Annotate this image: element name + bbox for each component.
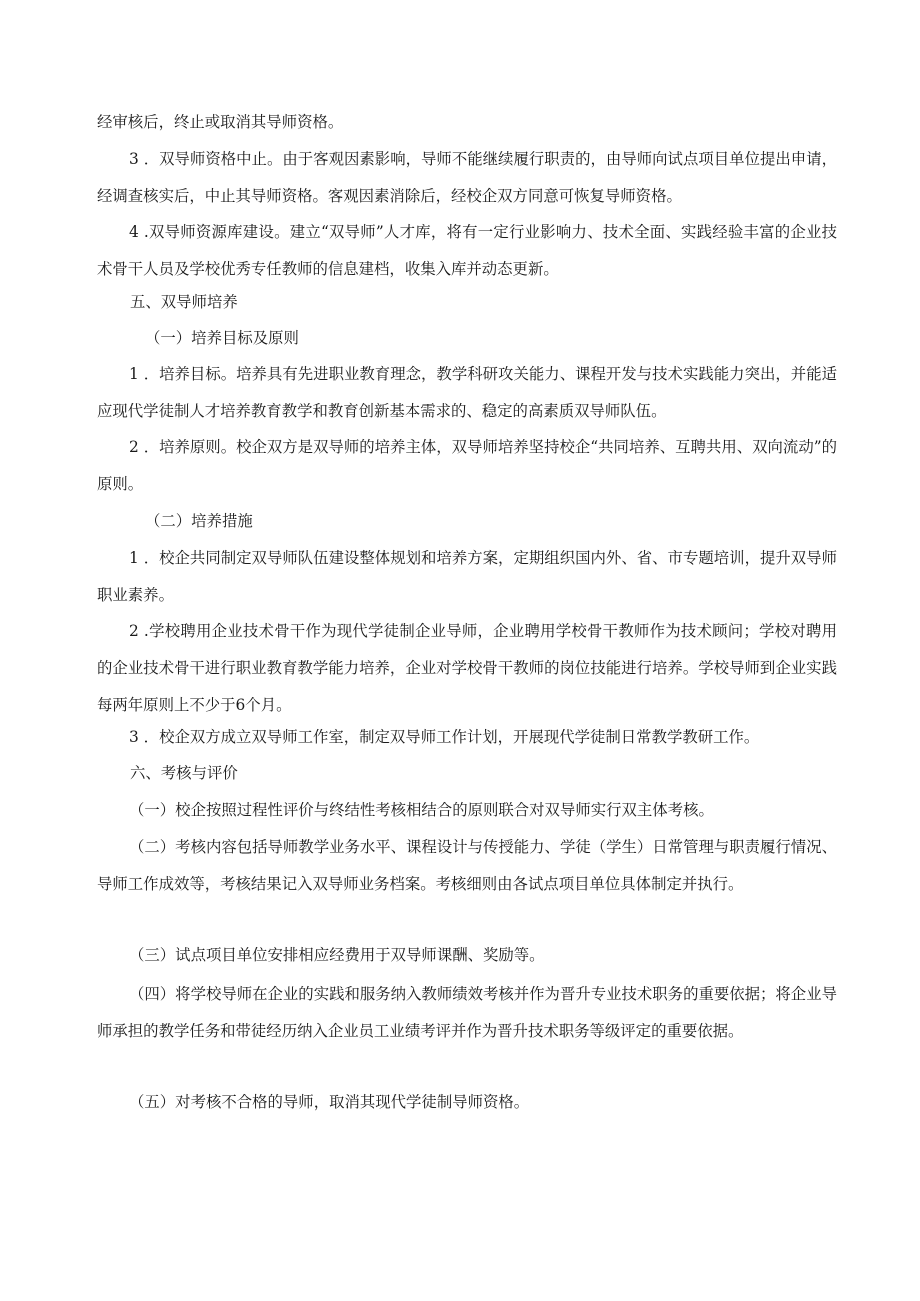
paragraph-assessment-3: （三）试点项目单位安排相应经费用于双导师课酬、奖励等。 (129, 946, 545, 964)
paragraph-measure-2: 2 .学校聘用企业技术骨干作为现代学徒制企业导师，企业聘用学校骨干教师作为技术顾问；学校对聘用的企业技术骨干进行职业教育教学能力培养，企业对学校骨干教师的岗位技能进行培养。学校导师到企业实践每两年原则上不少于6个月。 (97, 622, 837, 714)
subheading-goals-principles: （一）培养目标及原则 (145, 329, 299, 347)
paragraph-assessment-5: （五）对考核不合格的导师，取消其现代学徒制导师资格。 (129, 1093, 530, 1111)
paragraph-measure-1: 1 ．校企共同制定双导师队伍建设整体规划和培养方案，定期组织国内外、省、市专题培训，提升双导师职业素养。 (97, 549, 837, 604)
paragraph-training-goal: 1 ．培养目标。培养具有先进职业教育理念，教学科研攻关能力、课程开发与技术实践能力突出，并能适应现代学徒制人才培养教育教学和教育创新基本需求的、稳定的高素质双导师队伍。 (97, 365, 837, 420)
paragraph-continuation: 经审核后，终止或取消其导师资格。 (97, 113, 344, 131)
section-heading-six: 六、考核与评价 (130, 764, 238, 782)
paragraph-assessment-1: （一）校企按照过程性评价与终结性考核相结合的原则联合对双导师实行双主体考核。 (129, 801, 714, 819)
paragraph-item-4-resource-pool: 4 .双导师资源库建设。建立“双导师”人才库，将有一定行业影响力、技术全面、实践经验丰富的企业技术骨干人员及学校优秀专任教师的信息建档，收集入库并动态更新。 (97, 223, 837, 278)
paragraph-item-3-suspension: 3 ．双导师资格中止。由于客观因素影响，导师不能继续履行职责的，由导师向试点项目单位提出申请，经调查核实后，中止其导师资格。客观因素消除后，经校企双方同意可恢复导师资格。 (97, 150, 837, 205)
paragraph-assessment-2: （二）考核内容包括导师教学业务水平、课程设计与传授能力、学徒（学生）日常管理与职责履行情况、导师工作成效等，考核结果记入双导师业务档案。考核细则由各试点项目单位具体制定并执行。 (97, 838, 837, 893)
paragraph-assessment-4: （四）将学校导师在企业的实践和服务纳入教师绩效考核并作为晋升专业技术职务的重要依据；将企业导师承担的教学任务和带徒经历纳入企业员工业绩考评并作为晋升技术职务等级评定的重要依据。 (97, 985, 837, 1040)
paragraph-measure-3: 3 ．校企双方成立双导师工作室，制定双导师工作计划，开展现代学徒制日常教学教研工作。 (129, 728, 760, 746)
paragraph-training-principle: 2 ．培养原则。校企双方是双导师的培养主体，双导师培养坚持校企“共同培养、互聘共用、双向流动”的原则。 (97, 438, 837, 493)
subheading-training-measures: （二）培养措施 (145, 512, 253, 530)
section-heading-five: 五、双导师培养 (130, 293, 238, 311)
